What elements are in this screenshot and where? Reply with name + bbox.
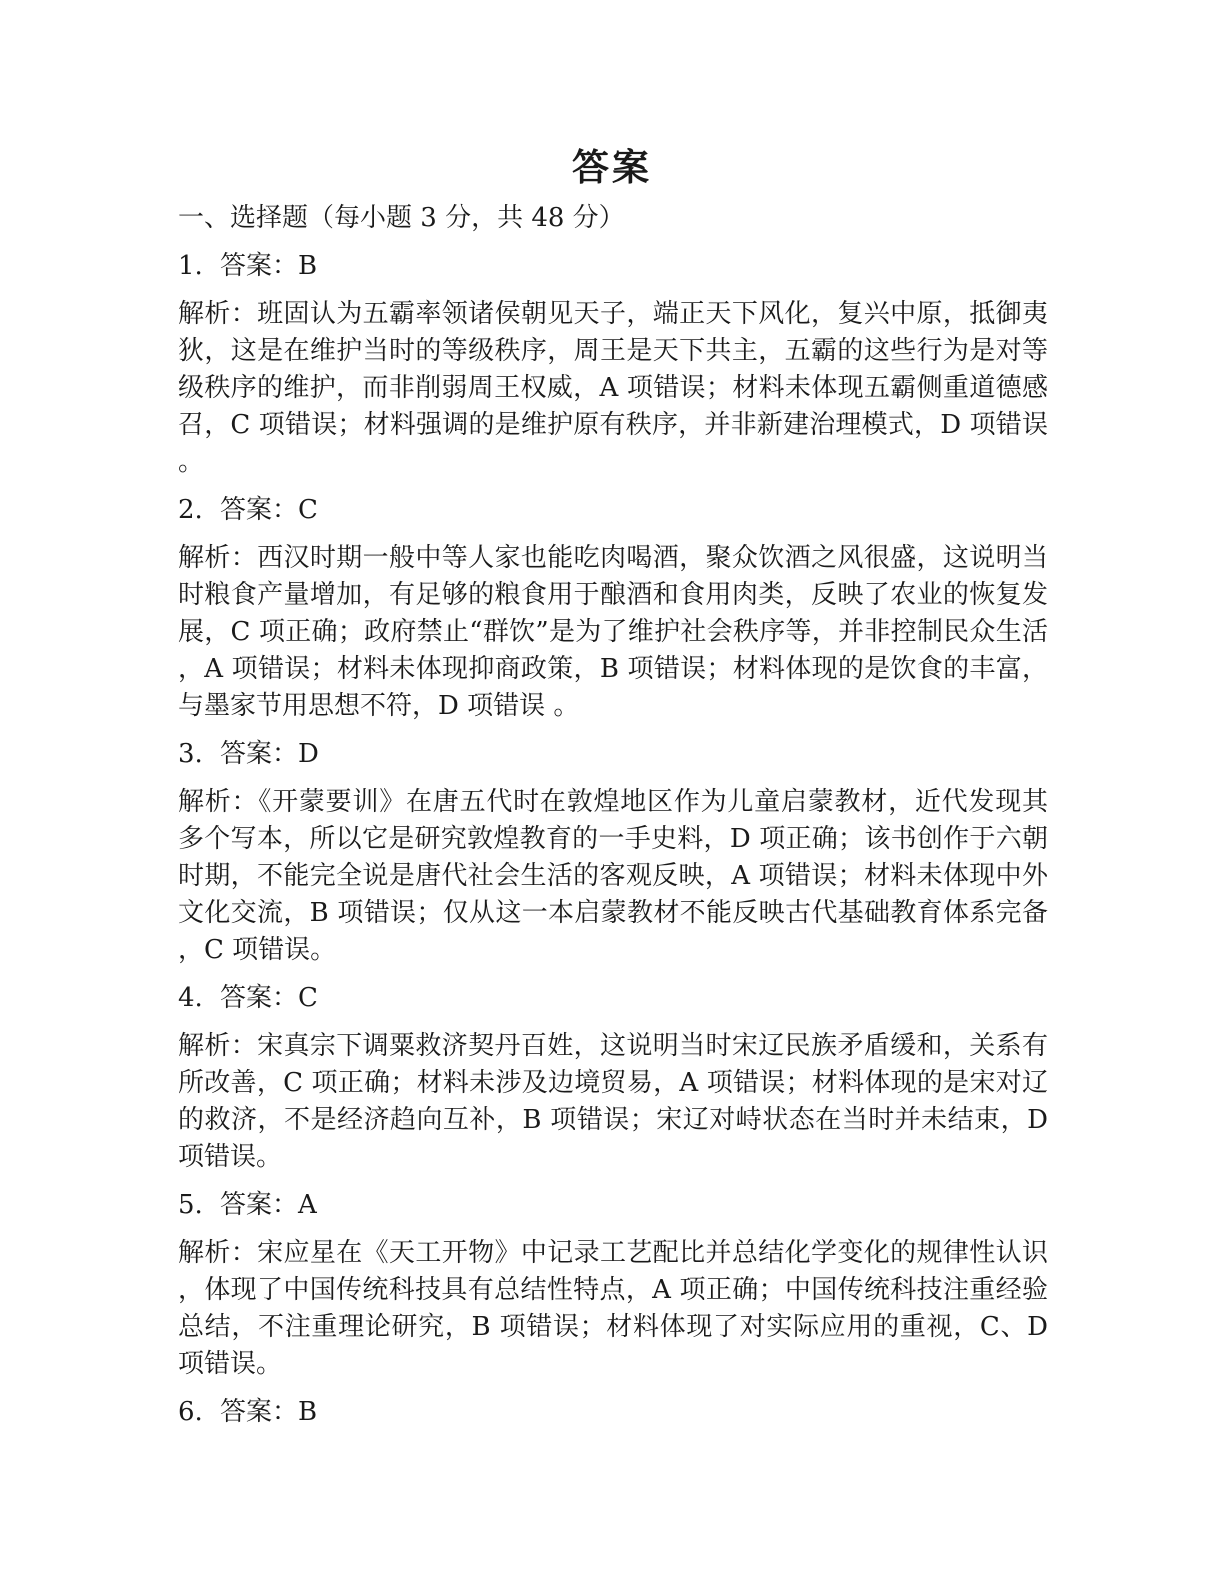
answer-text: 答案：A (220, 1190, 317, 1220)
answer-text: 答案：D (220, 739, 319, 769)
question-3-answer (178, 736, 1048, 773)
question-number: 5. (178, 1190, 203, 1220)
question-number: 6. (178, 1397, 203, 1427)
question-2-answer (178, 492, 1048, 529)
question-4-answer (178, 980, 1048, 1017)
answer-text: 答案：B (220, 251, 318, 281)
page-title: 答案 (572, 145, 652, 189)
question-5-analysis: 解析：宋应星在《天工开物》中记录工艺配比并总结化学变化的规律性认识，体现了中国传统科技具有总结性特点，A 项正确；中国传统科技注重经验总结，不注重理论研究，B 项错误；材料体现了对实际应用的重视，C、D 项错误。 (178, 1238, 1048, 1379)
question-5-answer (178, 1187, 1048, 1224)
answer-text: 答案：C (220, 495, 318, 525)
answer-text: 答案：B (220, 1397, 318, 1427)
question-2-analysis: 解析：西汉时期一般中等人家也能吃肉喝酒，聚众饮酒之风很盛，这说明当时粮食产量增加，有足够的粮食用于酿酒和食用肉类，反映了农业的恢复发展，C 项正确；政府禁止“群饮”是为了维护社会秩序等，并非控制民众生活，A 项错误；材料未体现抑商政策，B 项错误；材料体现的是饮食的丰富，与墨家节用思想不符，D 项错误 。 (178, 543, 1048, 721)
answer-text: 答案：C (220, 983, 318, 1013)
question-number: 1. (178, 251, 203, 281)
section-heading: 一、选择题（每小题 3 分，共 48 分） (178, 203, 625, 233)
question-number: 2. (178, 495, 203, 525)
question-1-answer (178, 248, 1048, 285)
question-6-answer (178, 1394, 1048, 1431)
question-1-analysis: 解析：班固认为五霸率领诸侯朝见天子，端正天下风化，复兴中原，抵御夷狄，这是在维护当时的等级秩序，周王是天下共主，五霸的这些行为是对等级秩序的维护，而非削弱周王权威，A 项错误；材料未体现五霸侧重道德感召，C 项错误；材料强调的是维护原有秩序，并非新建治理模式，D 项错误。 (178, 299, 1048, 477)
question-number: 4. (178, 983, 203, 1013)
question-3-analysis: 解析：《开蒙要训》在唐五代时在敦煌地区作为儿童启蒙教材，近代发现其多个写本，所以它是研究敦煌教育的一手史料，D 项正确；该书创作于六朝时期，不能完全说是唐代社会生活的客观反映，A 项错误；材料未体现中外文化交流，B 项错误；仅从这一本启蒙教材不能反映古代基础教育体系完备，C 项错误。 (178, 787, 1048, 965)
question-4-analysis: 解析：宋真宗下调粟救济契丹百姓，这说明当时宋辽民族矛盾缓和，关系有所改善，C 项正确；材料未涉及边境贸易，A 项错误；材料体现的是宋对辽的救济，不是经济趋向互补，B 项错误；宋辽对峙状态在当时并未结束，D 项错误。 (178, 1031, 1048, 1172)
answer-content (178, 200, 1048, 1442)
question-number: 3. (178, 739, 203, 769)
